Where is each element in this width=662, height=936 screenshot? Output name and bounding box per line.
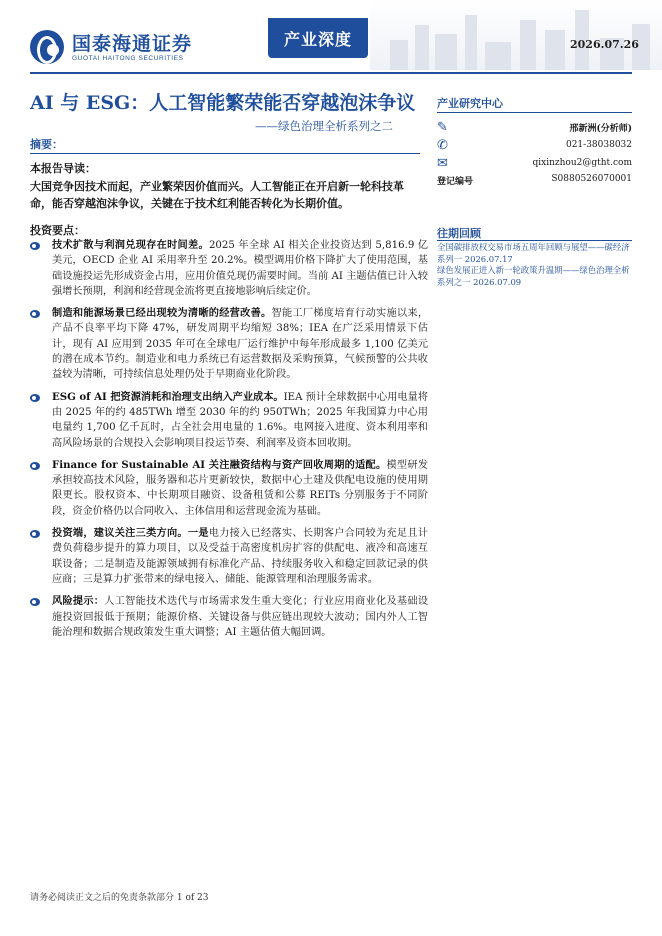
email-address[interactable]: qixinzhou2@gtht.com bbox=[532, 158, 632, 168]
page-footer: 请务必阅读正文之后的免责条款部分 1 of 23 bbox=[30, 893, 209, 903]
key-point bbox=[30, 526, 428, 587]
brand-name-en: GUOTAI HAITONG SECURITIES bbox=[72, 54, 184, 62]
brand-logo bbox=[30, 30, 192, 64]
bullet-icon bbox=[30, 310, 40, 318]
email-row bbox=[437, 154, 632, 172]
bullet-icon bbox=[30, 598, 40, 606]
bullet-icon bbox=[30, 394, 40, 402]
key-point-text: 模型研发承担较高技术风险，服务器和芯片更新较快，数据中心土建及供配电设施的使用期限更长。股权资本、中长期项目融资、设备租赁和公募 REITs 分别服务于不同阶段，资金价格仍以合同收入、主体信用和运营现金流为基础。 bbox=[52, 459, 429, 517]
bullet-icon bbox=[30, 462, 40, 470]
phone-icon: ✆ bbox=[437, 138, 448, 153]
past-report-link[interactable]: 全国碳排放权交易市场五周年回顾与展望——碳经济系列一 2026.07.17 bbox=[437, 242, 630, 264]
abstract-divider bbox=[30, 153, 420, 154]
key-point-heading: Finance for Sustainable AI 关注融资结构与资产回收周期的适配。 bbox=[52, 458, 387, 471]
phone-row bbox=[437, 136, 632, 154]
logo-mark-icon bbox=[30, 30, 64, 64]
key-point bbox=[30, 594, 428, 640]
key-point-text: 人工智能技术迭代与市场需求发生重大变化；行业应用商业化及基础设施投资回报低于预期；能源价格、关键设备与供应链出现较大波动；国内外人工智能治理和数据合规政策发生重大调整；AI 主题估值大幅回调。 bbox=[52, 596, 429, 638]
pen-icon: ✎ bbox=[437, 120, 448, 135]
key-point bbox=[30, 238, 428, 299]
key-point-text: 电力接入已经落实、长期客户合同较为充足且计费负荷稳步提升的算力项目，以及受益于高密度机房扩容的供配电、液冷和高速互联设备；二是制造及能源领域拥有标准化产品、持续服务收入和稳定回款记录的供应商；三是算力扩张带来的绿电接入、储能、能源管理和治理服务需求。 bbox=[52, 528, 429, 585]
registration-number: S0880526070001 bbox=[551, 174, 632, 184]
key-points-list bbox=[30, 238, 428, 647]
analyst-row bbox=[437, 118, 632, 136]
registration-label: 登记编号 bbox=[437, 177, 474, 187]
abstract-label: 摘要： bbox=[30, 138, 63, 151]
report-title: AI 与 ESG：人工智能繁荣能否穿越泡沫争议 bbox=[30, 92, 416, 114]
key-point bbox=[30, 390, 428, 451]
key-point-heading: ESG of AI 把资源消耗和治理支出纳入产业成本。 bbox=[52, 390, 284, 403]
phone-number: 021-38038032 bbox=[565, 140, 632, 150]
header-divider bbox=[30, 72, 632, 74]
registration-row bbox=[437, 174, 632, 187]
past-reports-label: 往期回顾 bbox=[437, 227, 481, 240]
guide-label: 本报告导读： bbox=[30, 162, 96, 175]
key-points-label: 投资要点： bbox=[30, 224, 85, 237]
report-type-tag: 产业深度 bbox=[268, 18, 368, 58]
key-point-heading: 风险提示： bbox=[52, 595, 105, 608]
key-point-heading: 制造和能源场景已经出现较为清晰的经营改善。 bbox=[52, 307, 272, 320]
key-point bbox=[30, 306, 428, 382]
key-point-heading: 投资端，建议关注三类方向。一是 bbox=[52, 527, 209, 540]
key-point-heading: 技术扩散与利润兑现存在时间差。 bbox=[52, 239, 209, 251]
research-center-divider bbox=[437, 112, 632, 113]
key-point-text: 智能工厂梯度培育行动实施以来，产品不良率平均下降 47%，研发周期平均缩短 38%；IEA 在广泛采用情景下估计，现有 AI 应用到 2035 年可在全球电厂运行维护中每年形成最多 1,100 亿美元的潜在成本节约。制造业和电力系统已有运营数据及采购预算，气候预警的公共收益较为清晰，可持续信息处理仍处于早期商业化阶段。 bbox=[52, 308, 429, 381]
bullet-icon bbox=[30, 530, 40, 538]
past-reports-list bbox=[437, 242, 632, 288]
report-date: 2026.07.26 bbox=[570, 38, 639, 51]
bullet-icon bbox=[30, 242, 40, 250]
header-skyline bbox=[370, 0, 662, 70]
brand-name-cn: 国泰海通证券 bbox=[72, 32, 193, 55]
research-center-label: 产业研究中心 bbox=[437, 97, 503, 110]
analyst-name: 邢新洲(分析师) bbox=[569, 123, 632, 134]
key-point-text: IEA 预计全球数据中心用电量将由 2025 年的约 485TWh 增至 2030 年的约 950TWh；2025 年我国算力中心用电量约 1,700 亿千瓦时，占全社会用电量的 1.6%。电网接入进度、资本利用率和高风险场景的合规投入会影响项目投运节奏、利润率及资本回收期。 bbox=[52, 391, 429, 449]
past-reports-divider bbox=[437, 240, 632, 241]
key-point-text: 2025 年全球 AI 相关企业投资达到 5,816.9 亿美元，OECD 企业 AI 采用率升至 20.2%。模型调用价格下降扩大了使用范围，基础设施投运先形成资金占用，应用价值兑现仍需要时间。当前 AI 主题估值已计入较强增长预期，利润和经营现金流将更直接地影响后续定价。 bbox=[52, 240, 428, 297]
past-report-link[interactable]: 绿色发展正进入新一轮政策升温期——绿色治理全析系列之一 2026.07.09 bbox=[437, 265, 630, 287]
key-point bbox=[30, 458, 428, 519]
email-icon: ✉ bbox=[437, 156, 448, 171]
guide-text: 大国竞争因技术而起，产业繁荣因价值而兴。人工智能正在开启新一轮科技革命，能否穿越泡沫争议，关键在于技术红利能否转化为长期价值。 bbox=[30, 180, 404, 210]
report-subtitle: ——绿色治理全析系列之二 bbox=[255, 119, 393, 133]
